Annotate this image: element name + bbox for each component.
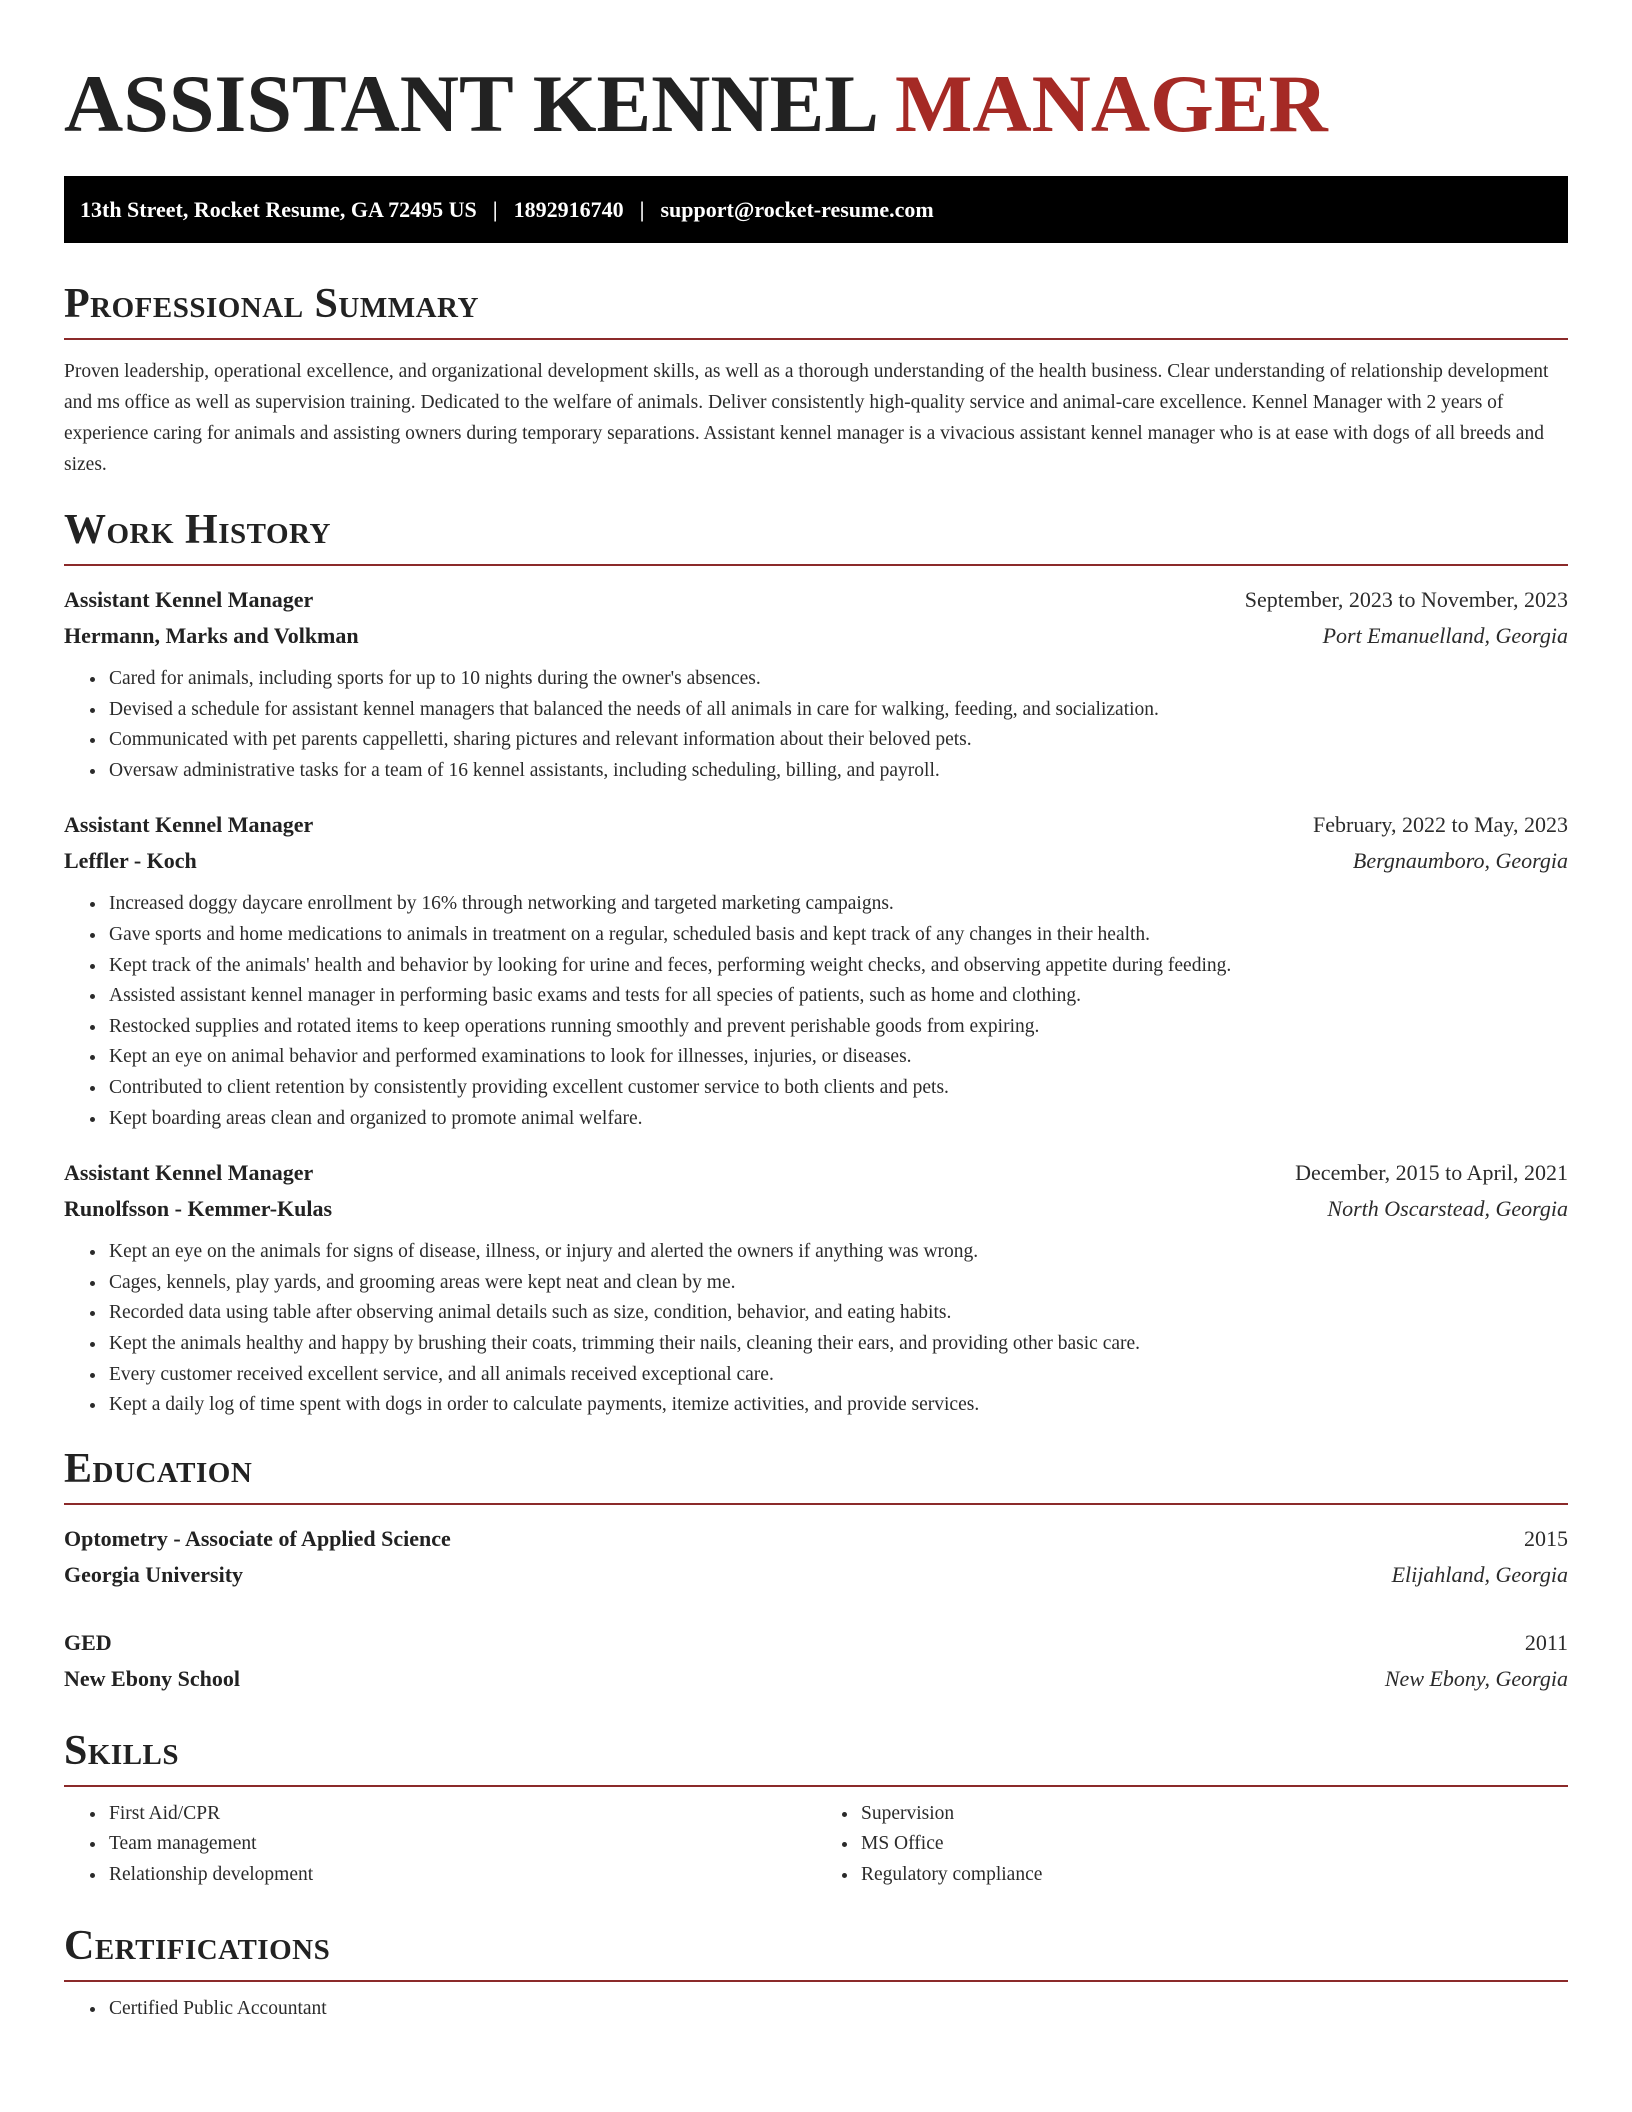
- contact-phone: 1892916740: [513, 196, 624, 222]
- list-item: • Kept a daily log of time spent with dogs in order to calculate payments, itemize activities, and provide services.: [107, 1390, 1568, 1421]
- job-dates: September, 2023 to November, 2023: [1244, 587, 1568, 612]
- section-divider: [64, 1503, 1568, 1505]
- job-company-row: [64, 1191, 1568, 1227]
- section-heading-work: Work History: [64, 507, 331, 553]
- job-location: North Oscarstead, Georgia: [1327, 1196, 1568, 1222]
- list-item: • Assisted assistant kennel manager in performing basic exams and tests for all species of patients, such as home and clothing.: [107, 981, 1568, 1012]
- summary-text: Proven leadership, operational excellence, and organizational development skills, as well as a thorough understanding of the health business. Clear understanding of relationship development and ms office as well as supervision training. Dedicated to the welfare of animals. Deliver consistently high-quality service and animal-care excellence. Kennel Manager with 2 years of experience caring for animals and assisting owners during temporary separations. Assistant kennel manager is a vivacious assistant kennel manager who is at ease with dogs of all breeds and sizes.: [64, 361, 1549, 475]
- section-heading-education: Education: [64, 1445, 253, 1492]
- list-item: • Kept the animals healthy and happy by brushing their coats, trimming their nails, cleaning their ears, and providing other basic care.: [107, 1329, 1568, 1360]
- skill-item: • First Aid/CPR: [107, 1799, 816, 1830]
- job-header-row: [64, 1155, 1568, 1191]
- skills-list-left: [64, 1799, 816, 1891]
- job-company: Leffler - Koch: [64, 848, 197, 874]
- education-degree-row: [64, 1625, 1568, 1661]
- contact-address: 13th Street, Rocket Resume, GA 72495 US: [80, 196, 477, 222]
- list-item: • Communicated with pet parents cappelletti, sharing pictures and relevant information about their beloved pets.: [107, 725, 1568, 756]
- job-header-row: [64, 807, 1568, 843]
- education-degree: GED: [64, 1629, 112, 1655]
- job-entry: [64, 1155, 1568, 1421]
- job-company: Runolfsson - Kemmer-Kulas: [64, 1196, 333, 1222]
- list-item: • Kept track of the animals' health and behavior by looking for urine and feces, performing weight checks, and observing appetite during feeding.: [107, 951, 1568, 982]
- job-entry: [64, 807, 1568, 1134]
- job-title: Assistant Kennel Manager: [64, 812, 314, 838]
- list-item: • Contributed to client retention by consistently providing excellent customer service to both clients and pets.: [107, 1073, 1568, 1104]
- section-divider: [64, 564, 1568, 566]
- education-degree: Optometry - Associate of Applied Science: [64, 1525, 451, 1551]
- job-dates: February, 2022 to May, 2023: [1313, 812, 1568, 838]
- job-header-row: [64, 582, 1568, 618]
- job-duties-list: [64, 889, 1568, 1134]
- job-dates: December, 2015 to April, 2021: [1295, 1160, 1568, 1186]
- contact-separator: |: [639, 196, 645, 222]
- certification-item: • Certified Public Accountant: [107, 1994, 1568, 2025]
- title-accent: MANAGER: [894, 58, 1328, 149]
- job-location: Port Emanuelland, Georgia: [1322, 623, 1568, 648]
- job-company-row: [64, 843, 1568, 879]
- skill-item: • Regulatory compliance: [859, 1860, 1568, 1891]
- list-item: • Devised a schedule for assistant kennel managers that balanced the needs of all animals in care for walking, feeding, and socialization.: [107, 695, 1568, 726]
- certifications-list: [64, 1994, 1568, 2025]
- contact-separator: |: [492, 196, 498, 222]
- list-item: • Cared for animals, including sports for up to 10 nights during the owner's absences.: [107, 664, 1568, 695]
- section-heading-skills: Skills: [64, 1727, 180, 1774]
- job-company: Hermann, Marks and Volkman: [64, 623, 359, 648]
- job-title: Assistant Kennel Manager: [64, 1160, 314, 1186]
- education-entry: [64, 1625, 1568, 1697]
- list-item: • Oversaw administrative tasks for a team of 16 kennel assistants, including scheduling, billing, and payroll.: [107, 756, 1568, 787]
- contact-email: support@rocket-resume.com: [660, 196, 934, 222]
- contact-bar: [64, 176, 1568, 243]
- section-heading-summary: Professional Summary: [64, 281, 479, 327]
- education-school-row: [64, 1557, 1568, 1593]
- education-degree-row: [64, 1521, 1568, 1557]
- skill-item: • MS Office: [859, 1829, 1568, 1860]
- title-main: ASSISTANT KENNEL: [64, 58, 875, 149]
- section-divider: [64, 338, 1568, 340]
- work-history-section: [64, 506, 1568, 1421]
- job-location: Bergnaumboro, Georgia: [1352, 848, 1568, 874]
- job-duties-list: [64, 1237, 1568, 1421]
- education-location: Elijahland, Georgia: [1391, 1561, 1568, 1587]
- section-divider: [64, 1980, 1568, 1982]
- skills-list-right: [816, 1799, 1568, 1891]
- list-item: • Recorded data using table after observing animal details such as size, condition, behavior, and eating habits.: [107, 1298, 1568, 1329]
- list-item: • Gave sports and home medications to animals in treatment on a regular, scheduled basis and kept track of any changes in their health.: [107, 920, 1568, 951]
- list-item: • Kept an eye on animal behavior and performed examinations to look for illnesses, injuries, or diseases.: [107, 1042, 1568, 1073]
- education-entry: [64, 1521, 1568, 1593]
- skills-columns: [64, 1787, 1568, 1891]
- education-section: [64, 1445, 1568, 1697]
- skill-item: • Team management: [107, 1829, 816, 1860]
- job-duties-list: [64, 664, 1568, 786]
- education-year: 2011: [1524, 1629, 1568, 1655]
- education-year: 2015: [1524, 1525, 1568, 1551]
- list-item: • Kept boarding areas clean and organized to promote animal welfare.: [107, 1104, 1568, 1135]
- job-entry: [64, 582, 1568, 786]
- list-item: • Every customer received excellent service, and all animals received exceptional care.: [107, 1360, 1568, 1391]
- list-item: • Increased doggy daycare enrollment by 16% through networking and targeted marketing campaigns.: [107, 889, 1568, 920]
- education-school: New Ebony School: [64, 1665, 241, 1691]
- job-title: Assistant Kennel Manager: [64, 587, 314, 612]
- education-school-row: [64, 1661, 1568, 1697]
- resume-page: [64, 0, 1568, 2025]
- education-school: Georgia University: [64, 1561, 244, 1587]
- certifications-section: [64, 1922, 1568, 2025]
- section-heading-certifications: Certifications: [64, 1923, 331, 1970]
- list-item: • Cages, kennels, play yards, and grooming areas were kept neat and clean by me.: [107, 1268, 1568, 1299]
- resume-title: [64, 0, 1568, 150]
- education-location: New Ebony, Georgia: [1384, 1665, 1568, 1691]
- skills-section: [64, 1727, 1568, 1891]
- list-item: • Restocked supplies and rotated items to keep operations running smoothly and prevent perishable goods from expiring.: [107, 1012, 1568, 1043]
- skill-item: • Supervision: [859, 1799, 1568, 1830]
- job-company-row: [64, 618, 1568, 654]
- summary-section: [64, 280, 1568, 480]
- list-item: • Kept an eye on the animals for signs of disease, illness, or injury and alerted the owners if anything was wrong.: [107, 1237, 1568, 1268]
- skill-item: • Relationship development: [107, 1860, 816, 1891]
